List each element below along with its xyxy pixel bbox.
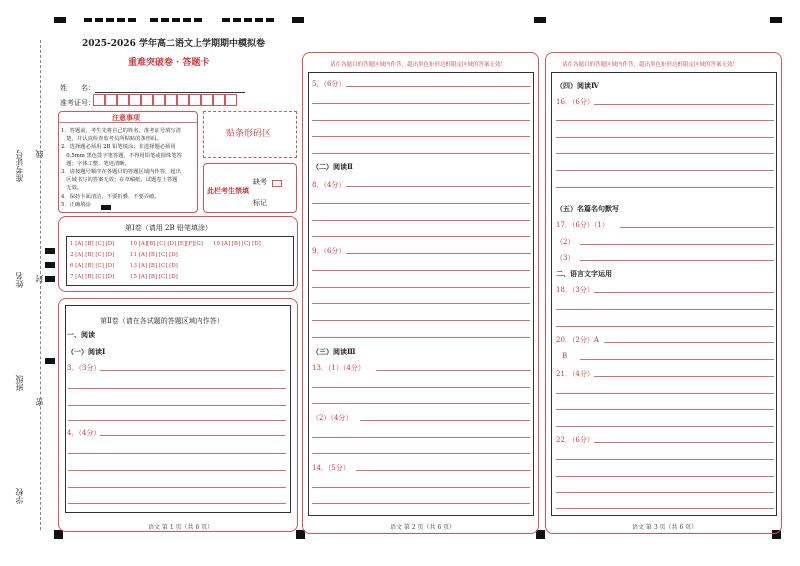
- q8-label: 8．（4分）: [312, 181, 346, 189]
- part1-heading: 一、阅读: [67, 330, 95, 339]
- choice-row[interactable]: 19 [A] [B] [C] [D]: [213, 241, 261, 247]
- q18-label: 18．（3分）: [556, 286, 594, 294]
- side-secret: 密: [35, 398, 44, 406]
- ticket-digit-cell[interactable]: [153, 94, 165, 106]
- answer-line[interactable]: [312, 153, 530, 154]
- answer-line[interactable]: [312, 337, 530, 338]
- side-ticket: 准考证号: [15, 150, 24, 182]
- answer-line[interactable]: [594, 292, 774, 293]
- timing-mark: [45, 358, 55, 364]
- answer-line[interactable]: [556, 326, 774, 327]
- ticket-digit-cell[interactable]: [177, 94, 189, 106]
- answer-line[interactable]: [312, 236, 530, 237]
- answer-line[interactable]: [556, 459, 774, 460]
- ticket-digit-cell[interactable]: [93, 94, 105, 106]
- notes-item: 0.5mm 黑色签字笔答题，不得用铅笔或圆珠笔答: [61, 152, 182, 159]
- reading4-heading: （四）阅读Ⅳ: [556, 81, 599, 90]
- name-label: 姓 名：: [60, 84, 95, 92]
- answer-line[interactable]: [346, 86, 531, 87]
- answer-line[interactable]: [312, 503, 530, 504]
- notes-item: 题；字体工整、笔迹清晰。: [61, 160, 130, 167]
- q13-label: 13．（1）（4分）: [312, 364, 365, 372]
- timing-mark: [45, 248, 55, 254]
- exam-subtitle: 重难突破卷 · 答题卡: [128, 58, 210, 68]
- name-field[interactable]: [95, 92, 245, 93]
- answer-line[interactable]: [580, 244, 774, 245]
- q17b-label: （2）: [556, 238, 575, 246]
- part5-heading: （五）名篇名句默写: [556, 204, 619, 213]
- answer-line[interactable]: [556, 508, 774, 509]
- timing-mark: [45, 276, 55, 282]
- ticket-digit-cell[interactable]: [105, 94, 117, 106]
- ticket-digit-cell[interactable]: [213, 94, 225, 106]
- absent-mark1: 缺考: [253, 178, 267, 186]
- answer-line[interactable]: [312, 120, 530, 121]
- answer-line[interactable]: [100, 435, 285, 436]
- reading2-heading: （二）阅读Ⅱ: [312, 162, 353, 171]
- notes-item: 2．选择题必须用 2B 铅笔填涂；非选择题必须用: [61, 144, 176, 151]
- timing-mark: [84, 18, 137, 22]
- answer-line[interactable]: [312, 270, 530, 271]
- absent-label: 此栏考生禁填: [207, 186, 249, 195]
- section2-inner: [65, 305, 291, 513]
- reading1-heading: （一）阅读Ⅰ: [67, 347, 106, 356]
- answer-line[interactable]: [594, 442, 774, 443]
- q5-label: 5．（6分）: [312, 80, 346, 88]
- notes-title: 注意事项: [112, 113, 140, 122]
- answer-line[interactable]: [556, 170, 774, 171]
- choice-row[interactable]: 10 [A][B] [C] [D] [E][F][G]: [130, 241, 203, 247]
- answer-line[interactable]: [346, 253, 531, 254]
- answer-line[interactable]: [556, 153, 774, 154]
- ticket-digit-cell[interactable]: [129, 94, 141, 106]
- timing-mark: [54, 530, 63, 539]
- choice-row[interactable]: 15 [A] [B] [C] [D]: [130, 274, 178, 280]
- q13b-label: （2）（4分）: [312, 414, 353, 422]
- exam-title: 2025-2026 学年高二语文上学期期中模拟卷: [82, 39, 265, 49]
- q21-label: 21．（4分）: [556, 370, 594, 378]
- filled-bubble-sample: [101, 205, 111, 210]
- answer-line[interactable]: [594, 104, 774, 105]
- divider: [58, 122, 198, 123]
- answer-line[interactable]: [312, 403, 530, 404]
- answer-line[interactable]: [312, 320, 530, 321]
- q14-label: 14．（5分）: [312, 464, 350, 472]
- part2-heading: 二、语言文字运用: [556, 269, 612, 278]
- page3-warning: 请在各题目的答题区域内作答，超出黑色矩形边框限定区域的答案无效！: [562, 62, 739, 68]
- side-school: 学校: [15, 488, 24, 504]
- q3-label: 3．（3分）: [67, 364, 101, 372]
- ticket-digit-cell[interactable]: [201, 94, 213, 106]
- answer-line[interactable]: [556, 393, 774, 394]
- section1-title: 第Ⅰ卷（请用 2B 铅笔填涂）: [125, 224, 212, 232]
- notes-item: 无效。: [61, 185, 83, 192]
- answer-line[interactable]: [312, 437, 530, 438]
- ticket-digit-cell[interactable]: [225, 94, 237, 106]
- answer-line[interactable]: [556, 309, 774, 310]
- page2-warning: 请在各题目的答题区域内作答，超出黑色矩形边框限定区域的答案无效！: [330, 62, 507, 68]
- choice-row[interactable]: 6 [A] [B] [C] [D]: [70, 263, 115, 269]
- side-seal: 封: [35, 275, 44, 283]
- answer-line[interactable]: [556, 137, 774, 138]
- answer-line[interactable]: [68, 503, 286, 504]
- answer-line[interactable]: [556, 120, 774, 121]
- answer-line[interactable]: [556, 476, 774, 477]
- absent-checkbox[interactable]: [272, 180, 282, 187]
- page1-footer: 语文 第 1 页（共 6 页）: [148, 524, 214, 531]
- answer-line[interactable]: [580, 260, 774, 261]
- q16-label: 16．（6分）: [556, 98, 594, 106]
- ticket-digit-cell[interactable]: [189, 94, 201, 106]
- answer-line[interactable]: [594, 376, 774, 377]
- section2-title: 第Ⅱ卷（请在各试题的答题区域内作答）: [100, 317, 224, 325]
- q17-label: 17．（6分）（1）: [556, 221, 609, 229]
- notes-item: 4．保持卡面清洁，不要折叠、不要弄破。: [61, 193, 160, 200]
- answer-line[interactable]: [312, 287, 530, 288]
- side-line: 线: [35, 150, 44, 158]
- answer-line[interactable]: [556, 426, 774, 427]
- absent-mark2: 标记: [253, 199, 267, 207]
- answer-line[interactable]: [604, 342, 774, 343]
- answer-line[interactable]: [376, 370, 531, 371]
- page3-footer: 语文 第 3 页（共 6 页）: [632, 524, 698, 531]
- answer-line[interactable]: [100, 370, 285, 371]
- timing-mark: [536, 530, 545, 539]
- ticket-digit-cell[interactable]: [117, 94, 129, 106]
- timing-mark: [534, 17, 546, 23]
- notes-item: 3．请按题号顺序在各题目的答题区域内作答，超出: [61, 169, 181, 175]
- answer-line[interactable]: [312, 103, 530, 104]
- answer-line[interactable]: [68, 405, 286, 406]
- reading3-heading: （三）阅读Ⅲ: [312, 347, 356, 356]
- answer-line[interactable]: [312, 220, 530, 221]
- answer-line[interactable]: [312, 487, 530, 488]
- side-class: 班级: [15, 375, 24, 391]
- answer-line[interactable]: [360, 420, 530, 421]
- q20b-label: B: [562, 352, 568, 360]
- timing-mark: [222, 18, 275, 22]
- q20-label: 20．（2分）A: [556, 336, 599, 344]
- choice-row[interactable]: 13 [A] [B] [C] [D]: [130, 263, 178, 269]
- answer-line[interactable]: [68, 487, 286, 488]
- answer-line[interactable]: [312, 303, 530, 304]
- answer-line[interactable]: [68, 420, 286, 421]
- page2-inner: [308, 72, 534, 516]
- choice-row[interactable]: 1 [A] [B] [C] [D]: [70, 241, 115, 247]
- notes-item: 1．答题前，考生先将自己的姓名，准考证号填写清: [61, 128, 181, 134]
- answer-line[interactable]: [68, 388, 286, 389]
- answer-line[interactable]: [312, 203, 530, 204]
- ticket-digit-cell[interactable]: [141, 94, 153, 106]
- answer-line[interactable]: [68, 470, 286, 471]
- answer-line[interactable]: [346, 186, 531, 187]
- answer-line[interactable]: [556, 187, 774, 188]
- side-name: 姓名: [15, 272, 24, 288]
- ticket-label: 准考证号：: [60, 99, 95, 107]
- binding-line: [40, 40, 41, 530]
- timing-mark: [150, 18, 203, 22]
- answer-line[interactable]: [580, 359, 774, 360]
- choice-row[interactable]: 7 [A] [B] [C] [D]: [70, 274, 115, 280]
- q9-label: 9．（6分）: [312, 247, 346, 255]
- answer-line[interactable]: [356, 470, 531, 471]
- timing-mark: [45, 262, 55, 268]
- answer-line[interactable]: [556, 492, 774, 493]
- q17c-label: （3）: [556, 254, 575, 262]
- q4-label: 4．（4分）: [67, 429, 101, 437]
- answer-line[interactable]: [68, 453, 286, 454]
- timing-mark: [292, 17, 304, 23]
- ticket-digit-cell[interactable]: [165, 94, 177, 106]
- barcode-label: 贴条形码区: [226, 129, 272, 139]
- answer-line[interactable]: [556, 409, 774, 410]
- q22-label: 22．（6分）: [556, 436, 594, 444]
- page2-footer: 语文 第 2 页（共 6 页）: [390, 524, 456, 531]
- notes-item: 5．正确填涂: [61, 201, 91, 208]
- answer-line[interactable]: [312, 387, 530, 388]
- choice-row[interactable]: 2 [A] [B] [C] [D]: [70, 252, 115, 258]
- notes-item: 楚，并认真检查监考员所粘贴的条形码。: [61, 136, 162, 143]
- answer-line[interactable]: [312, 453, 530, 454]
- timing-mark: [770, 17, 782, 23]
- choice-row[interactable]: 11 [A] [B] [C] [D]: [130, 252, 178, 258]
- notes-item: 区域书写的答案无效；在草稿纸、试题卷上答题: [61, 177, 178, 184]
- answer-line[interactable]: [620, 227, 774, 228]
- timing-mark: [54, 17, 66, 23]
- answer-line[interactable]: [312, 136, 530, 137]
